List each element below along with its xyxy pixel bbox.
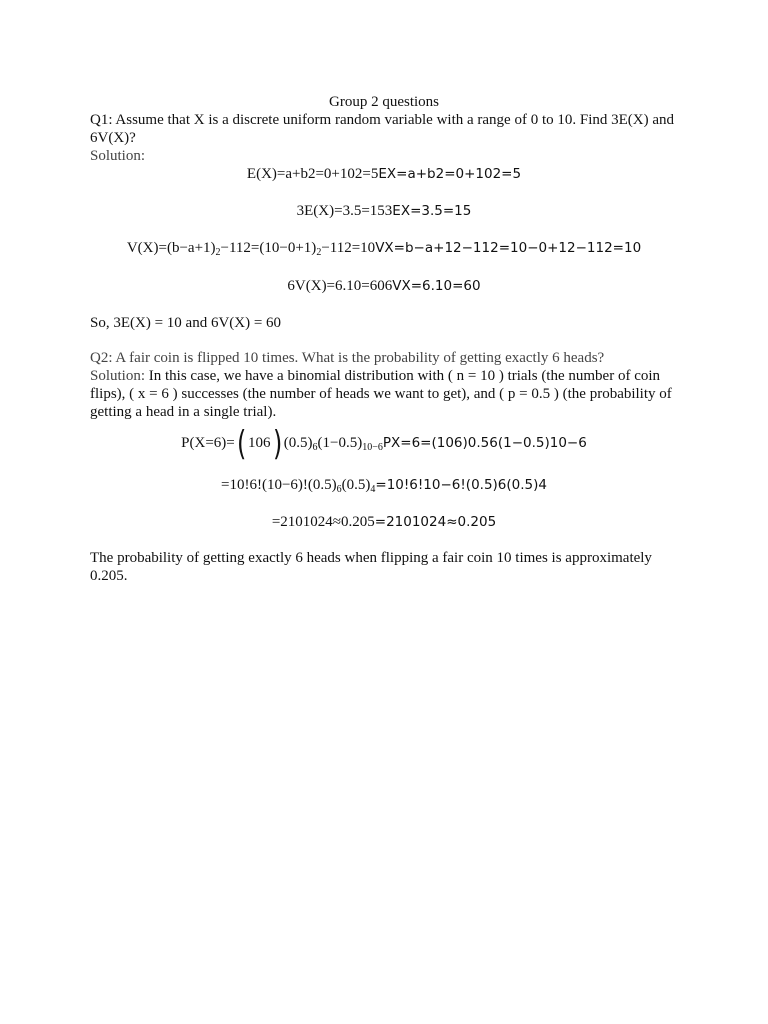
q1-eq4-math: VX=6.10=60 xyxy=(392,278,481,294)
q1-eq3-sub-b: 2 xyxy=(316,247,322,258)
q1-eq3-math: VX=b−a+12−112=10−0+12−112=10 xyxy=(375,240,642,256)
q2-solution-line2: flips), ( x = 6 ) successes (the number of heads we want to get), and ( p = 0.5 ) (the probability of xyxy=(90,386,672,402)
q1-equation-variance xyxy=(0,239,768,262)
q2-eq2-sub-b: 4 xyxy=(370,484,376,495)
q2-equation-factorial xyxy=(0,476,768,499)
left-paren-glyph: ( xyxy=(236,424,247,464)
q1-question-line2: 6V(X)? xyxy=(90,130,136,146)
q1-question-line1: Q1: Assume that X is a discrete uniform random variable with a range of 0 to 10. Find 3E(X) and xyxy=(90,112,675,128)
q2-eq1-a: (0.5) xyxy=(283,435,313,451)
q1-equation-3ex xyxy=(0,202,768,220)
q2-answer-line2: 0.205. xyxy=(90,568,128,584)
q2-eq2-math: =10!6!10−6!(0.5)6(0.5)4 xyxy=(375,477,547,493)
q2-eq2-b: (0.5) xyxy=(341,477,371,493)
q1-eq4-plain: 6V(X)=6.10=606 xyxy=(287,278,393,294)
q1-equation-6vx xyxy=(0,277,768,295)
q2-equation-result xyxy=(0,513,768,531)
q1-eq1-math: EX=a+b2=0+102=5 xyxy=(378,166,522,182)
q2-solution-label: Solution: xyxy=(90,368,149,384)
q1-eq2-plain: 3E(X)=3.5=153 xyxy=(296,203,393,219)
q2-equation-binomial xyxy=(0,424,768,464)
q2-eq1-lhs: P(X=6)= xyxy=(181,435,235,451)
q2-eq1-binom: 106 xyxy=(248,435,271,451)
q2-solution-line3: getting a head in a single trial). xyxy=(90,404,277,420)
q2-eq1-b: (1−0.5) xyxy=(317,435,363,451)
q2-eq2-a: =10!6!(10−6)!(0.5) xyxy=(221,477,337,493)
q1-solution-label: Solution: xyxy=(90,148,146,164)
q1-eq3-plain-c: −112=10 xyxy=(321,240,376,256)
q1-eq3-sub-a: 2 xyxy=(215,247,221,258)
q2-eq2-sub-a: 6 xyxy=(336,484,342,495)
q2-solution-text1: In this case, we have a binomial distribution with ( n = 10 ) trials (the number of coin xyxy=(148,368,661,384)
q1-eq1-plain: E(X)=a+b2=0+102=5 xyxy=(246,166,379,182)
q1-eq2-math: EX=3.5=15 xyxy=(392,203,472,219)
q2-eq3-math: =2101024≈0.205 xyxy=(374,514,497,530)
q2-answer-line1: The probability of getting exactly 6 heads when flipping a fair coin 10 times is approximately xyxy=(90,550,652,566)
q1-eq3-plain-a: V(X)=(b−a+1) xyxy=(126,240,216,256)
q2-eq3-plain: =2101024≈0.205 xyxy=(271,514,375,530)
q2-question: Q2: A fair coin is flipped 10 times. What is the probability of getting exactly 6 heads? xyxy=(90,350,605,366)
q2-eq1-math: PX=6=(106)0.56(1−0.5)10−6 xyxy=(382,435,587,451)
q2-solution-line1 xyxy=(90,367,660,385)
right-paren-glyph: ) xyxy=(272,424,282,464)
q2-eq1-sub-a: 6 xyxy=(312,442,318,453)
page-title: Group 2 questions xyxy=(329,94,439,110)
q2-eq1-sub-b: 10−6 xyxy=(362,442,383,453)
q1-eq3-plain-b: −112=(10−0+1) xyxy=(220,240,317,256)
q1-conclusion: So, 3E(X) = 10 and 6V(X) = 60 xyxy=(90,315,282,331)
q1-equation-expectation xyxy=(0,165,768,183)
